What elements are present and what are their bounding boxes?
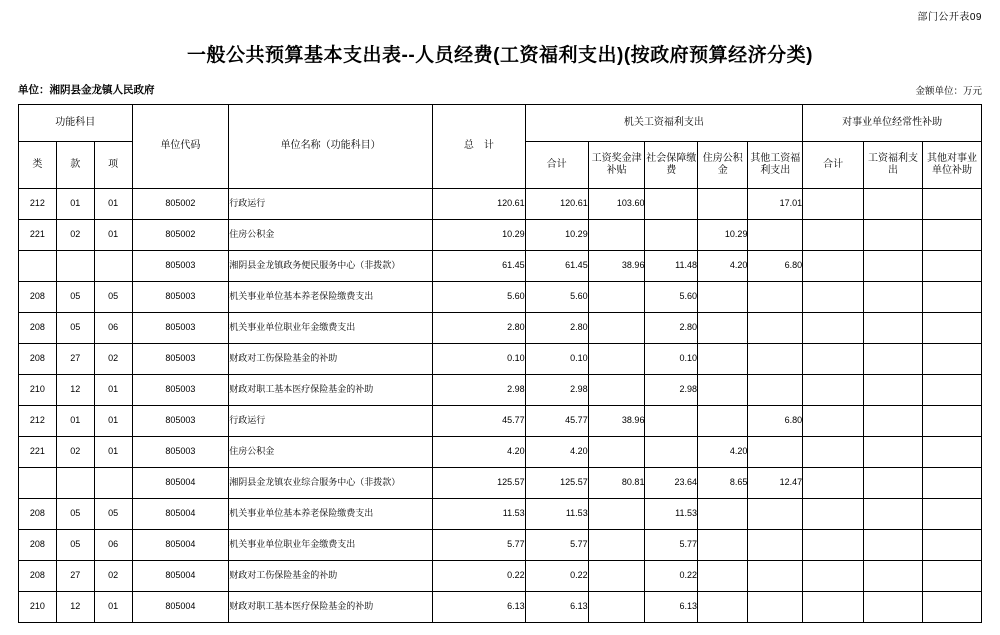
- cell-agency-total: 4.20: [525, 437, 588, 468]
- cell-inst-salary: [864, 313, 923, 344]
- cell-agency-housing: 4.20: [698, 251, 748, 282]
- table-row: [19, 251, 982, 282]
- budget-table: [18, 104, 982, 623]
- header-agency-housing: 住房公积金: [698, 142, 748, 189]
- table-row: [19, 313, 982, 344]
- cell-agency-other: 17.01: [748, 189, 803, 220]
- header-agency-other: 其他工资福利支出: [748, 142, 803, 189]
- cell-total: 45.77: [433, 406, 526, 437]
- cell-agency-bonus: [588, 282, 645, 313]
- cell-inst-other: [922, 251, 981, 282]
- cell-kuan: 02: [56, 437, 94, 468]
- cell-unit-code: 805002: [132, 189, 229, 220]
- cell-agency-total: 5.77: [525, 530, 588, 561]
- cell-agency-bonus: [588, 437, 645, 468]
- cell-unit-name: 财政对工伤保险基金的补助: [229, 344, 433, 375]
- cell-xiang: [94, 468, 132, 499]
- cell-agency-social: 23.64: [645, 468, 698, 499]
- cell-inst-salary: [864, 406, 923, 437]
- header-unit-name: 单位名称（功能科目）: [229, 105, 433, 189]
- cell-inst-salary: [864, 220, 923, 251]
- cell-agency-housing: [698, 406, 748, 437]
- cell-unit-code: 805003: [132, 375, 229, 406]
- cell-lei: 221: [19, 220, 57, 251]
- cell-inst-other: [922, 592, 981, 623]
- cell-agency-other: [748, 313, 803, 344]
- header-institution-subsidy: 对事业单位经常性补助: [803, 105, 982, 142]
- cell-unit-name: 财政对工伤保险基金的补助: [229, 561, 433, 592]
- meta-row: [0, 82, 1000, 96]
- cell-total: 2.80: [433, 313, 526, 344]
- cell-agency-social: 0.10: [645, 344, 698, 375]
- cell-unit-code: 805003: [132, 282, 229, 313]
- cell-lei: 208: [19, 313, 57, 344]
- cell-agency-other: [748, 375, 803, 406]
- cell-xiang: 01: [94, 375, 132, 406]
- header-inst-salary: 工资福利支出: [864, 142, 923, 189]
- header-agency-social: 社会保障缴费: [645, 142, 698, 189]
- cell-kuan: 27: [56, 344, 94, 375]
- cell-agency-total: 6.13: [525, 592, 588, 623]
- cell-agency-social: 2.80: [645, 313, 698, 344]
- table-row: [19, 406, 982, 437]
- cell-agency-total: 125.57: [525, 468, 588, 499]
- cell-lei: [19, 468, 57, 499]
- cell-unit-name: 湘阴县金龙镇农业综合服务中心（非拨款）: [229, 468, 433, 499]
- cell-inst-salary: [864, 592, 923, 623]
- cell-agency-other: 6.80: [748, 406, 803, 437]
- cell-lei: 210: [19, 592, 57, 623]
- cell-unit-code: 805003: [132, 344, 229, 375]
- cell-agency-housing: [698, 375, 748, 406]
- cell-agency-housing: [698, 561, 748, 592]
- cell-total: 0.22: [433, 561, 526, 592]
- cell-lei: 212: [19, 406, 57, 437]
- cell-agency-total: 61.45: [525, 251, 588, 282]
- cell-xiang: 02: [94, 561, 132, 592]
- cell-xiang: 01: [94, 406, 132, 437]
- cell-inst-other: [922, 437, 981, 468]
- cell-lei: 208: [19, 282, 57, 313]
- header-agency-salary-welfare: 机关工资福利支出: [525, 105, 803, 142]
- cell-inst-other: [922, 499, 981, 530]
- cell-inst-other: [922, 561, 981, 592]
- page-title: 一般公共预算基本支出表--人员经费(工资福利支出)(按政府预算经济分类): [187, 45, 813, 66]
- cell-agency-bonus: [588, 499, 645, 530]
- cell-xiang: 05: [94, 499, 132, 530]
- cell-inst-salary: [864, 375, 923, 406]
- cell-total: 11.53: [433, 499, 526, 530]
- cell-xiang: 02: [94, 344, 132, 375]
- cell-agency-other: 6.80: [748, 251, 803, 282]
- cell-agency-bonus: [588, 592, 645, 623]
- cell-inst-other: [922, 530, 981, 561]
- cell-agency-total: 45.77: [525, 406, 588, 437]
- cell-kuan: 12: [56, 375, 94, 406]
- cell-kuan: 05: [56, 530, 94, 561]
- cell-total: 125.57: [433, 468, 526, 499]
- cell-inst-other: [922, 468, 981, 499]
- table-row: [19, 592, 982, 623]
- table-row: [19, 344, 982, 375]
- cell-unit-code: 805004: [132, 592, 229, 623]
- cell-total: 5.60: [433, 282, 526, 313]
- cell-agency-other: [748, 530, 803, 561]
- cell-inst-total: [803, 313, 864, 344]
- cell-total: 6.13: [433, 592, 526, 623]
- cell-total: 120.61: [433, 189, 526, 220]
- cell-agency-other: [748, 561, 803, 592]
- cell-agency-housing: [698, 189, 748, 220]
- cell-inst-total: [803, 437, 864, 468]
- cell-inst-other: [922, 282, 981, 313]
- cell-unit-name: 机关事业单位职业年金缴费支出: [229, 313, 433, 344]
- cell-agency-housing: 4.20: [698, 437, 748, 468]
- cell-agency-bonus: 38.96: [588, 406, 645, 437]
- cell-inst-salary: [864, 530, 923, 561]
- cell-inst-salary: [864, 437, 923, 468]
- cell-total: 4.20: [433, 437, 526, 468]
- cell-unit-code: 805004: [132, 468, 229, 499]
- header-lei: 类: [19, 142, 57, 189]
- cell-kuan: [56, 468, 94, 499]
- cell-inst-other: [922, 189, 981, 220]
- cell-lei: 210: [19, 375, 57, 406]
- cell-inst-total: [803, 220, 864, 251]
- cell-kuan: 05: [56, 499, 94, 530]
- cell-agency-bonus: 38.96: [588, 251, 645, 282]
- cell-agency-social: [645, 220, 698, 251]
- table-row: [19, 437, 982, 468]
- cell-agency-bonus: [588, 530, 645, 561]
- cell-inst-other: [922, 375, 981, 406]
- cell-kuan: 12: [56, 592, 94, 623]
- table-body: [19, 189, 982, 623]
- cell-kuan: 05: [56, 282, 94, 313]
- cell-agency-housing: 8.65: [698, 468, 748, 499]
- amount-unit-label: 金额单位：万元: [915, 86, 982, 97]
- cell-unit-name: 住房公积金: [229, 437, 433, 468]
- cell-unit-name: 住房公积金: [229, 220, 433, 251]
- table-row: [19, 530, 982, 561]
- cell-inst-total: [803, 499, 864, 530]
- cell-unit-code: 805003: [132, 437, 229, 468]
- cell-inst-other: [922, 406, 981, 437]
- cell-unit-name: 财政对职工基本医疗保险基金的补助: [229, 375, 433, 406]
- cell-inst-total: [803, 251, 864, 282]
- cell-total: 10.29: [433, 220, 526, 251]
- header-inst-total: 合计: [803, 142, 864, 189]
- cell-inst-total: [803, 344, 864, 375]
- cell-lei: 221: [19, 437, 57, 468]
- cell-agency-other: [748, 282, 803, 313]
- cell-agency-bonus: [588, 561, 645, 592]
- table-row: [19, 375, 982, 406]
- cell-agency-total: 0.10: [525, 344, 588, 375]
- header-total: 总 计: [433, 105, 526, 189]
- cell-kuan: 01: [56, 406, 94, 437]
- cell-inst-total: [803, 561, 864, 592]
- cell-xiang: 01: [94, 189, 132, 220]
- cell-kuan: 05: [56, 313, 94, 344]
- cell-inst-salary: [864, 468, 923, 499]
- cell-xiang: 06: [94, 530, 132, 561]
- header-agency-total: 合计: [525, 142, 588, 189]
- cell-inst-total: [803, 592, 864, 623]
- cell-agency-social: 5.77: [645, 530, 698, 561]
- cell-lei: [19, 251, 57, 282]
- cell-unit-code: 805004: [132, 561, 229, 592]
- form-code-label: 部门公开表09: [917, 12, 982, 23]
- cell-agency-housing: 10.29: [698, 220, 748, 251]
- cell-inst-total: [803, 406, 864, 437]
- cell-total: 0.10: [433, 344, 526, 375]
- cell-xiang: 05: [94, 282, 132, 313]
- cell-unit-name: 行政运行: [229, 189, 433, 220]
- cell-inst-other: [922, 313, 981, 344]
- cell-agency-social: [645, 189, 698, 220]
- cell-agency-housing: [698, 592, 748, 623]
- cell-inst-salary: [864, 561, 923, 592]
- cell-unit-name: 湘阴县金龙镇政务便民服务中心（非拨款）: [229, 251, 433, 282]
- cell-agency-social: 11.53: [645, 499, 698, 530]
- cell-agency-other: [748, 592, 803, 623]
- table-row: [19, 561, 982, 592]
- cell-inst-total: [803, 468, 864, 499]
- cell-lei: 212: [19, 189, 57, 220]
- cell-lei: 208: [19, 499, 57, 530]
- cell-inst-total: [803, 530, 864, 561]
- cell-xiang: [94, 251, 132, 282]
- table-row: [19, 468, 982, 499]
- cell-total: 61.45: [433, 251, 526, 282]
- cell-agency-other: 12.47: [748, 468, 803, 499]
- cell-inst-other: [922, 220, 981, 251]
- cell-inst-salary: [864, 251, 923, 282]
- header-agency-bonus: 工资奖金津补贴: [588, 142, 645, 189]
- table-row: [19, 189, 982, 220]
- cell-agency-housing: [698, 282, 748, 313]
- cell-agency-housing: [698, 499, 748, 530]
- cell-kuan: [56, 251, 94, 282]
- cell-agency-social: 0.22: [645, 561, 698, 592]
- cell-agency-bonus: [588, 220, 645, 251]
- cell-agency-other: [748, 344, 803, 375]
- cell-inst-salary: [864, 499, 923, 530]
- cell-total: 2.98: [433, 375, 526, 406]
- header-unit-code: 单位代码: [132, 105, 229, 189]
- cell-unit-code: 805003: [132, 313, 229, 344]
- cell-kuan: 02: [56, 220, 94, 251]
- cell-agency-housing: [698, 530, 748, 561]
- cell-inst-salary: [864, 282, 923, 313]
- cell-agency-bonus: 80.81: [588, 468, 645, 499]
- cell-unit-name: 机关事业单位基本养老保险缴费支出: [229, 499, 433, 530]
- cell-unit-code: 805003: [132, 406, 229, 437]
- cell-kuan: 27: [56, 561, 94, 592]
- cell-inst-salary: [864, 189, 923, 220]
- cell-agency-total: 10.29: [525, 220, 588, 251]
- cell-xiang: 01: [94, 437, 132, 468]
- cell-unit-code: 805002: [132, 220, 229, 251]
- cell-lei: 208: [19, 344, 57, 375]
- cell-agency-social: 11.48: [645, 251, 698, 282]
- cell-agency-social: [645, 437, 698, 468]
- cell-agency-other: [748, 437, 803, 468]
- cell-agency-total: 120.61: [525, 189, 588, 220]
- cell-agency-other: [748, 220, 803, 251]
- cell-agency-bonus: 103.60: [588, 189, 645, 220]
- header-inst-other: 其他对事业单位补助: [922, 142, 981, 189]
- header-function-category: 功能科目: [19, 105, 133, 142]
- table-row: [19, 220, 982, 251]
- cell-unit-name: 财政对职工基本医疗保险基金的补助: [229, 592, 433, 623]
- cell-lei: 208: [19, 561, 57, 592]
- cell-agency-social: 5.60: [645, 282, 698, 313]
- cell-agency-bonus: [588, 375, 645, 406]
- table-header: [19, 105, 982, 189]
- cell-inst-total: [803, 189, 864, 220]
- cell-agency-bonus: [588, 344, 645, 375]
- cell-unit-code: 805003: [132, 251, 229, 282]
- cell-agency-social: 6.13: [645, 592, 698, 623]
- cell-unit-name: 机关事业单位职业年金缴费支出: [229, 530, 433, 561]
- cell-inst-total: [803, 375, 864, 406]
- cell-agency-total: 5.60: [525, 282, 588, 313]
- cell-inst-salary: [864, 344, 923, 375]
- cell-unit-code: 805004: [132, 499, 229, 530]
- cell-agency-total: 2.80: [525, 313, 588, 344]
- unit-label: 单位：湘阴县金龙镇人民政府: [18, 84, 155, 96]
- cell-agency-social: 2.98: [645, 375, 698, 406]
- cell-agency-social: [645, 406, 698, 437]
- cell-agency-other: [748, 499, 803, 530]
- cell-agency-bonus: [588, 313, 645, 344]
- cell-lei: 208: [19, 530, 57, 561]
- cell-agency-total: 11.53: [525, 499, 588, 530]
- cell-agency-total: 2.98: [525, 375, 588, 406]
- cell-inst-total: [803, 282, 864, 313]
- table-row: [19, 499, 982, 530]
- cell-total: 5.77: [433, 530, 526, 561]
- cell-kuan: 01: [56, 189, 94, 220]
- cell-inst-other: [922, 344, 981, 375]
- cell-unit-code: 805004: [132, 530, 229, 561]
- table-row: [19, 282, 982, 313]
- cell-xiang: 01: [94, 592, 132, 623]
- cell-agency-housing: [698, 344, 748, 375]
- cell-xiang: 01: [94, 220, 132, 251]
- cell-agency-total: 0.22: [525, 561, 588, 592]
- header-kuan: 款: [56, 142, 94, 189]
- cell-xiang: 06: [94, 313, 132, 344]
- cell-agency-housing: [698, 313, 748, 344]
- cell-unit-name: 行政运行: [229, 406, 433, 437]
- header-xiang: 项: [94, 142, 132, 189]
- cell-unit-name: 机关事业单位基本养老保险缴费支出: [229, 282, 433, 313]
